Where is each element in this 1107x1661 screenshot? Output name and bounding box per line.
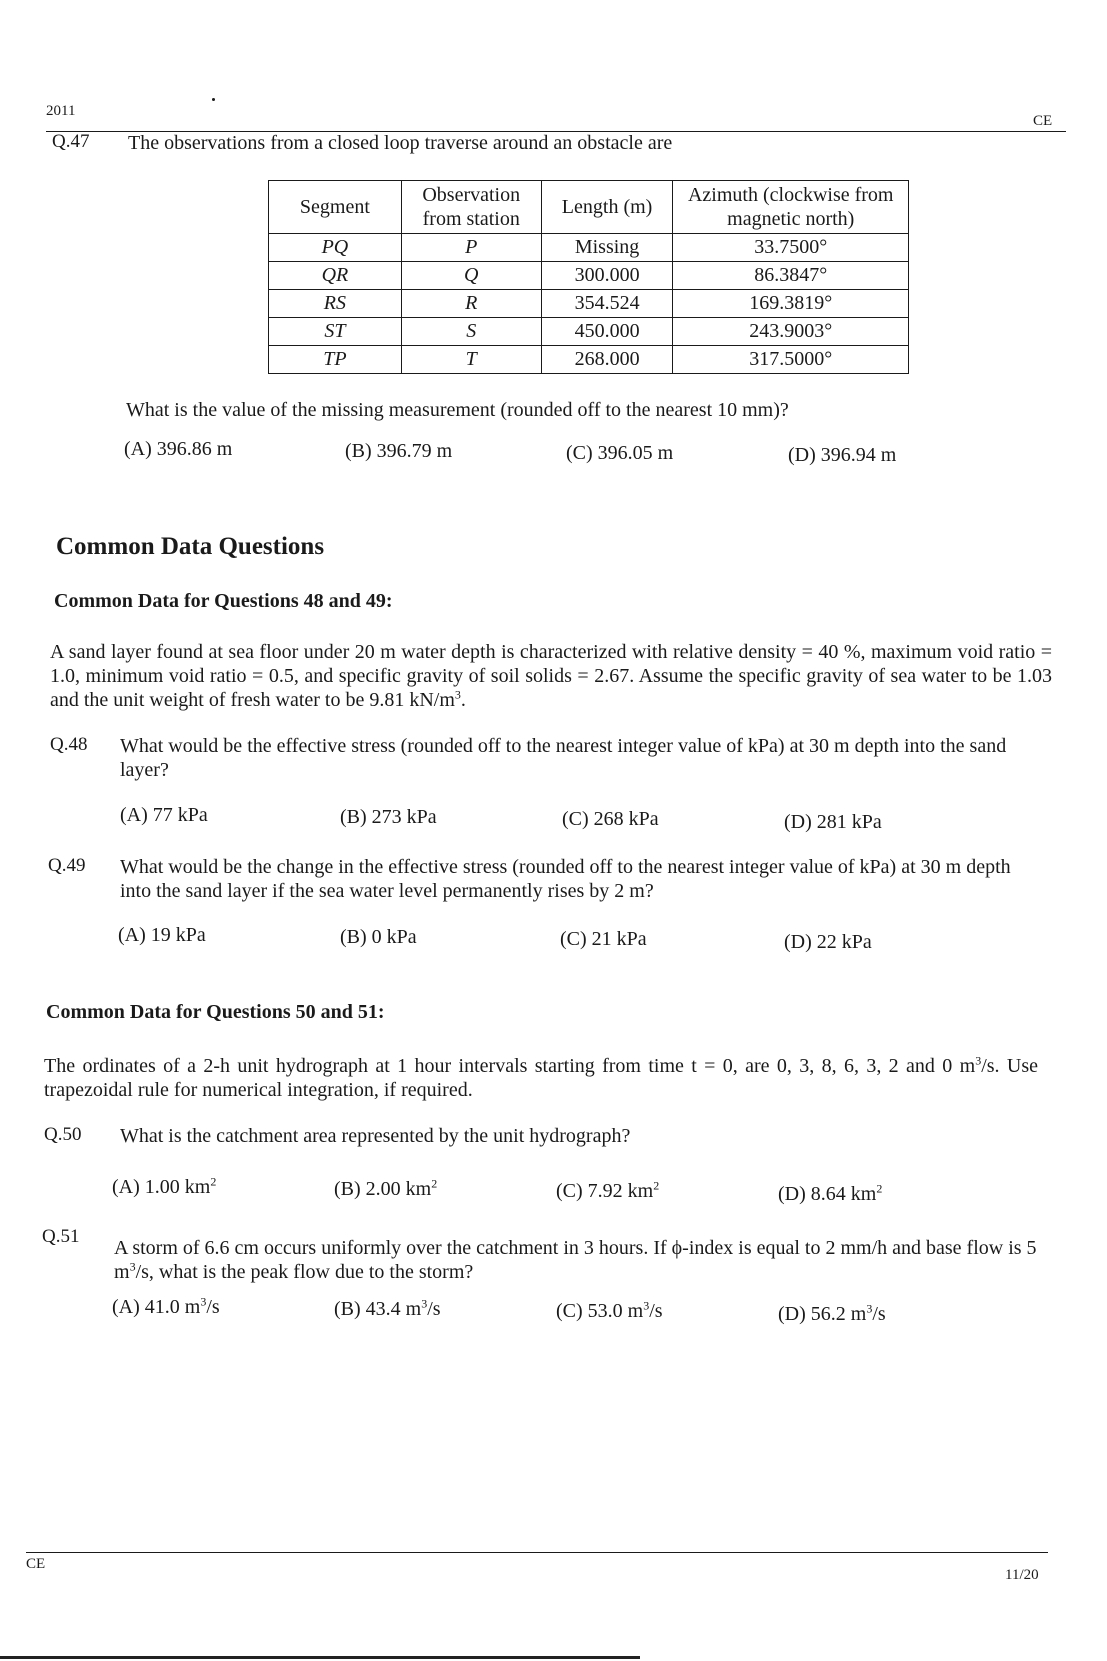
option-post: /s xyxy=(872,1303,886,1325)
q48-option-d: (D) 281 kPa xyxy=(784,811,882,833)
q50-option-a xyxy=(112,1176,216,1199)
q51-option-b xyxy=(334,1298,441,1321)
q47-option-a: (A) 396.86 m xyxy=(124,438,233,460)
option-post: /s xyxy=(427,1298,441,1320)
q47-option-c: (C) 396.05 m xyxy=(566,442,674,464)
q51-option-d xyxy=(778,1303,886,1326)
cell-station: T xyxy=(401,346,541,374)
option-pre: (A) 41.0 m xyxy=(112,1296,201,1318)
option-sup: 2 xyxy=(431,1176,438,1191)
option-sup: 3 xyxy=(421,1296,428,1311)
cell-length: Missing xyxy=(541,234,673,262)
q49-option-c: (C) 21 kPa xyxy=(560,928,647,950)
q48-number: Q.48 xyxy=(50,734,88,755)
q49-option-b: (B) 0 kPa xyxy=(340,926,417,948)
q48-option-b: (B) 273 kPa xyxy=(340,806,437,828)
q51-number: Q.51 xyxy=(42,1226,80,1247)
q51-text-2: /s, what is the peak flow due to the storm? xyxy=(135,1261,474,1283)
cell-length: 354.524 xyxy=(541,290,673,318)
cd2-heading: Common Data for Questions 50 and 51: xyxy=(46,1001,385,1023)
table-row xyxy=(269,318,909,346)
cell-length: 450.000 xyxy=(541,318,673,346)
header-year: 2011 xyxy=(46,103,76,119)
cell-segment: TP xyxy=(269,346,402,374)
q51-text-1: A storm of 6.6 cm occurs uniformly over the catchment in 3 hours. If ϕ-index is equal to 2 mm/h and base flow is 5 m xyxy=(114,1237,1037,1283)
option-sup: 2 xyxy=(210,1174,217,1189)
cell-segment: PQ xyxy=(269,234,402,262)
header-segment: Segment xyxy=(269,181,402,234)
q50-option-d xyxy=(778,1183,882,1206)
q50-text: What is the catchment area represented by the unit hydrograph? xyxy=(120,1125,631,1147)
cd2-paragraph xyxy=(44,1054,1038,1102)
cd2-text-2: /s. Use trapezoidal rule for numerical integration, if required. xyxy=(44,1055,1038,1101)
q50-number: Q.50 xyxy=(44,1124,82,1145)
table-header-row xyxy=(269,181,909,234)
q48-option-a: (A) 77 kPa xyxy=(120,804,208,826)
cell-azimuth: 86.3847° xyxy=(673,262,909,290)
option-pre: (D) 56.2 m xyxy=(778,1303,867,1325)
cell-segment: ST xyxy=(269,318,402,346)
q48-option-c: (C) 268 kPa xyxy=(562,808,659,830)
option-sup: 3 xyxy=(643,1298,650,1313)
cd1-paragraph xyxy=(50,640,1052,712)
footer-rule xyxy=(26,1552,1048,1553)
footer-page-number: 11/20 xyxy=(1005,1567,1039,1583)
option-post: /s xyxy=(649,1300,663,1322)
cell-station: Q xyxy=(401,262,541,290)
cell-length: 300.000 xyxy=(541,262,673,290)
q49-option-d: (D) 22 kPa xyxy=(784,931,872,953)
q51-superscript: 3 xyxy=(129,1259,136,1274)
q47-number: Q.47 xyxy=(52,131,90,152)
table-row xyxy=(269,234,909,262)
option-pre: (C) 53.0 m xyxy=(556,1300,644,1322)
option-pre: (B) 43.4 m xyxy=(334,1298,422,1320)
q49-text: What would be the change in the effective stress (rounded off to the nearest integer value of kPa) at 30 m depth into the sand layer if the sea water level permanently rises by 2 m? xyxy=(120,856,1011,902)
cell-azimuth: 243.9003° xyxy=(673,318,909,346)
q51-option-c xyxy=(556,1300,663,1323)
cell-azimuth: 317.5000° xyxy=(673,346,909,374)
cd1-text-end: . xyxy=(460,689,466,711)
option-label: (A) 1.00 km xyxy=(112,1176,211,1198)
section-heading: Common Data Questions xyxy=(56,533,325,560)
table-row xyxy=(269,262,909,290)
cell-segment: QR xyxy=(269,262,402,290)
option-label: (D) 8.64 km xyxy=(778,1183,877,1205)
q51-option-a xyxy=(112,1296,220,1319)
cell-length: 268.000 xyxy=(541,346,673,374)
option-sup: 2 xyxy=(653,1178,660,1193)
option-sup: 2 xyxy=(876,1181,883,1196)
option-sup: 3 xyxy=(200,1294,207,1309)
table-row xyxy=(269,346,909,374)
q49-number: Q.49 xyxy=(48,855,86,876)
q49-option-a: (A) 19 kPa xyxy=(118,924,206,946)
q47-option-b: (B) 396.79 m xyxy=(345,440,453,462)
cd2-superscript: 3 xyxy=(975,1053,982,1068)
table-row xyxy=(269,290,909,318)
option-sup: 3 xyxy=(866,1301,873,1316)
q47-question: What is the value of the missing measurement (rounded off to the nearest 10 mm)? xyxy=(126,399,789,421)
cell-station: R xyxy=(401,290,541,318)
cell-station: P xyxy=(401,234,541,262)
cd1-superscript: 3 xyxy=(454,687,461,702)
header-observation: Observation from station xyxy=(401,181,541,234)
header-paper-code: CE xyxy=(1033,113,1053,129)
cell-azimuth: 33.7500° xyxy=(673,234,909,262)
footer-paper-code: CE xyxy=(26,1556,46,1572)
header-length: Length (m) xyxy=(541,181,673,234)
option-label: (C) 7.92 km xyxy=(556,1180,654,1202)
cell-azimuth: 169.3819° xyxy=(673,290,909,318)
scan-edge-line xyxy=(0,1656,640,1659)
q47-text: The observations from a closed loop traverse around an obstacle are xyxy=(128,132,673,154)
header-azimuth: Azimuth (clockwise from magnetic north) xyxy=(673,181,909,234)
q50-option-b xyxy=(334,1178,437,1201)
scan-speck xyxy=(212,98,215,101)
cd1-text: A sand layer found at sea floor under 20 m water depth is characterized with relative density = 40 %, maximum void ratio = 1.0, minimum void ratio = 0.5, and specific gravity of soil solids = 2.67. Assume the specific gravity of sea water to be 1.03 and the unit weight of fresh water to be 9.81 kN/m xyxy=(50,641,1052,711)
q50-option-c xyxy=(556,1180,659,1203)
traverse-table xyxy=(268,180,909,374)
option-post: /s xyxy=(206,1296,220,1318)
cell-segment: RS xyxy=(269,290,402,318)
option-label: (B) 2.00 km xyxy=(334,1178,432,1200)
q51-text xyxy=(114,1236,1038,1284)
cd1-heading: Common Data for Questions 48 and 49: xyxy=(54,590,393,612)
q48-text: What would be the effective stress (rounded off to the nearest integer value of kPa) at 30 m depth into the sand layer? xyxy=(120,735,1007,781)
q47-option-d: (D) 396.94 m xyxy=(788,444,897,466)
cell-station: S xyxy=(401,318,541,346)
cd2-text-1: The ordinates of a 2-h unit hydrograph at 1 hour intervals starting from time t = 0, are 0, 3, 8, 6, 3, 2 and 0 m xyxy=(44,1055,976,1077)
